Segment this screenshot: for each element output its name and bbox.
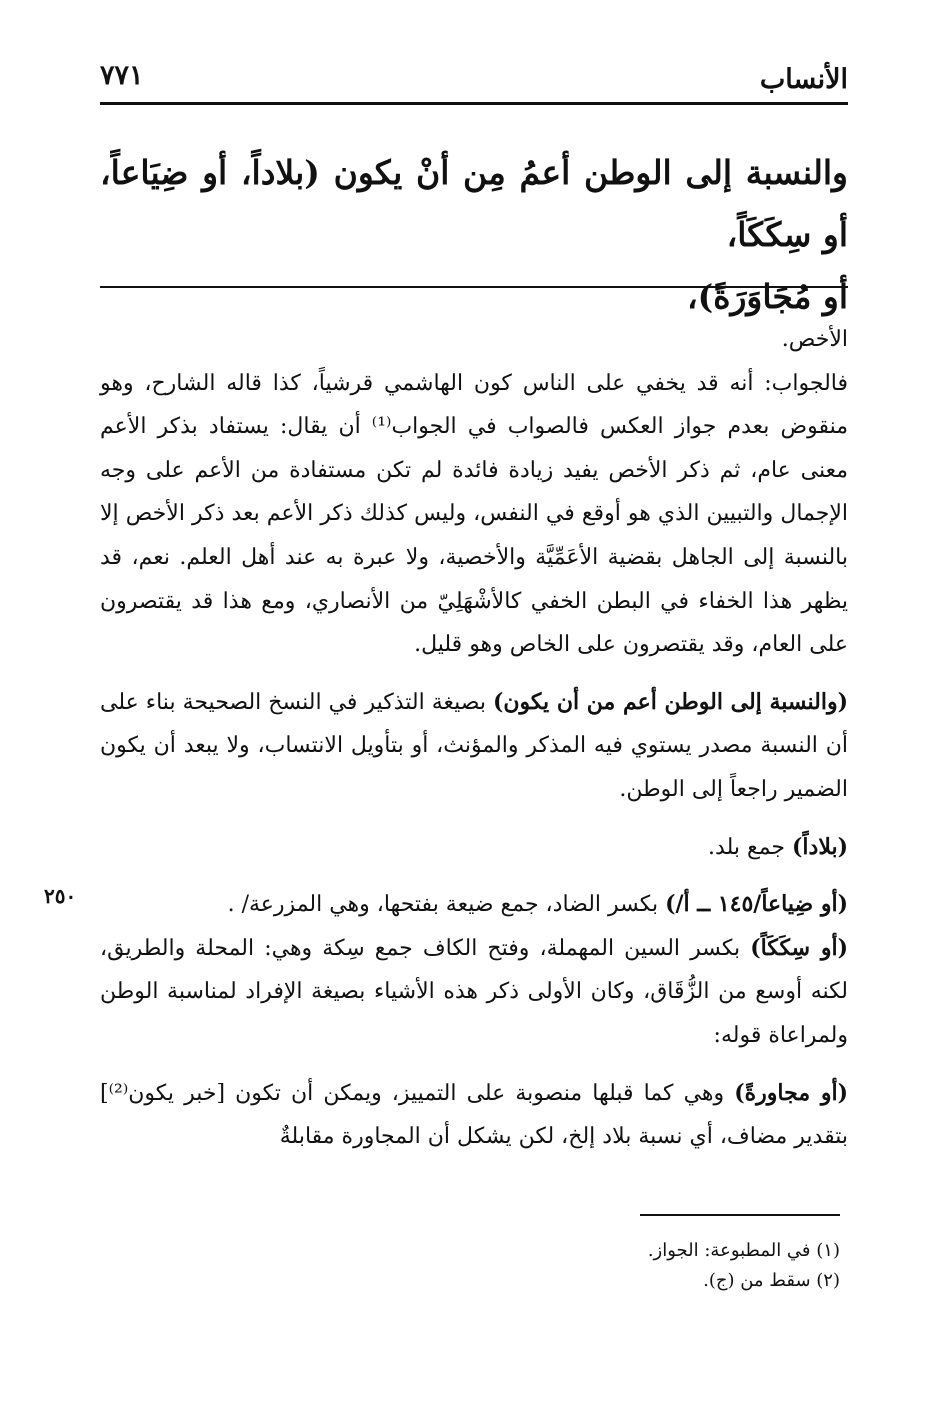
header-rule (100, 102, 848, 105)
commentary-paragraph (100, 927, 848, 1058)
footnotes (320, 1236, 840, 1296)
page-number: ٧٧١ (100, 60, 144, 91)
commentary-paragraph: فالجواب: أنه قد يخفي على الناس كون الهاشمي قرشياً، كذا قاله الشارح، وهو منقوض بعدم جواز العكس فالصواب في الجواب⁽¹⁾ أن يقال: يستفاد بذكر الأعم معنى عام، ثم ذكر الأخص يفيد زيادة فائدة لم تكن مستفادة من الأعم على وجه الإجمال والتبيين الذي هو أوقع في النفس، وليس كذلك ذكر الأعم بعد ذكر الأخص إلا بالنسبة إلى الجاهل بقضية الأعَمِّيَّة والأخصية، ولا عبرة به عند أهل العلم. نعم، قد يظهر هذا الخفاء في البطن الخفي كالأشْهَلِيّ من الأنصاري، ومع هذا قد يقتصرون على العام، وقد يقتصرون على الخاص وهو قليل. (100, 370, 849, 658)
running-header-title: الأنساب (759, 64, 848, 95)
commentary-text: بصيغة التذكير في النسخ الصحيحة بناء على أن النسبة مصدر يستوي فيه المذكر والمؤنث، أو بتأويل الانتساب، ولا يبعد أن يكون الضمير راجعاً إلى الوطن. (100, 689, 848, 802)
commentary-paragraph (100, 681, 848, 812)
quoted-matn: (أو سِكَكَاً) (750, 934, 849, 961)
commentary-paragraph: الأخص. (781, 327, 848, 352)
footnote-rule (640, 1214, 840, 1216)
manuscript-folio-marker: ٢٥٠ (44, 884, 77, 908)
commentary-paragraph (100, 883, 848, 927)
commentary-text: بكسر السين المهملة، وفتح الكاف جمع سِكة وهي: المحلة والطريق، لكنه أوسع من الزُّقَاق، وكان الأولى ذكر هذه الأشياء بصيغة الإفراد لمناسبة الوطن ولمراعاة قوله: (100, 935, 848, 1048)
commentary-body (100, 318, 848, 1159)
footnote: (١) في المطبوعة: الجواز. (647, 1240, 840, 1261)
commentary-text: وهي كما قبلها منصوبة على التمييز، ويمكن أن تكون [خبر يكون⁽²⁾] بتقدير مضاف، أي نسبة بلاد إلخ، لكن يشكل أن المجاورة مقابلةٌ (100, 1080, 848, 1150)
commentary-text: بكسر الضاد، جمع ضيعة بفتحها، وهي المزرعة/ . (227, 892, 666, 918)
quoted-matn: (أو مجاورةً) (734, 1079, 848, 1106)
quoted-matn: (والنسبة إلى الوطن أعم من أن يكون) (492, 688, 848, 715)
commentary-paragraph (100, 826, 848, 870)
commentary-text: جمع بلد. (708, 834, 793, 860)
footnote: (٢) سقط من (ج). (703, 1270, 840, 1291)
matn-separator-rule (100, 286, 848, 288)
matn-line: أو مُجَاوَرَةً)، (686, 277, 848, 316)
matn-line: والنسبة إلى الوطن أعمُ مِن أنْ يكون (بلاداً، أو ضِيَاعاً، أو سِكَكَاً، (100, 153, 848, 254)
matn-text (100, 142, 848, 328)
commentary-paragraph (100, 1072, 848, 1159)
quoted-matn: (أو ضِياعاً/١٤٥ ــ أ/) (665, 891, 848, 918)
quoted-matn: (بلاداً) (792, 833, 848, 860)
